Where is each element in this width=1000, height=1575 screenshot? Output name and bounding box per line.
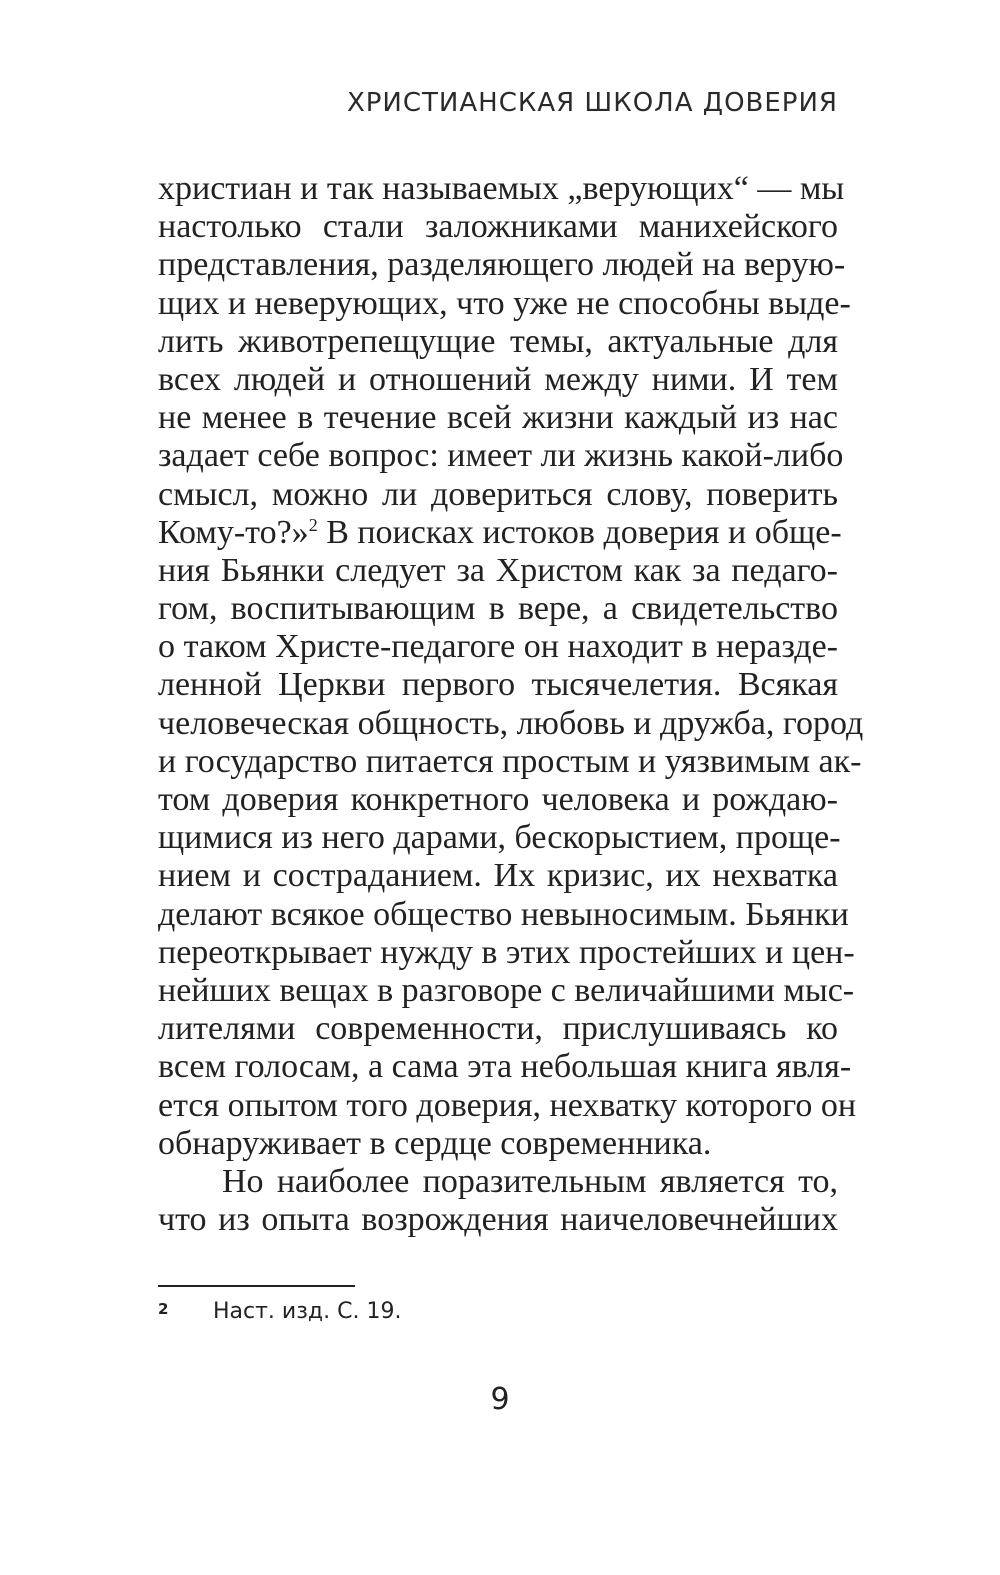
text-line: всем голосам, а сама эта небольшая книга явля- <box>158 1048 852 1086</box>
text-line: ния Бьянки следует за Христом как за педаго- <box>158 551 838 589</box>
text-line: не менее в течение всей жизни каждый из нас <box>158 399 838 437</box>
text-line: щимися из него дарами, бескорыстием, проще- <box>158 819 841 857</box>
text-line: Но наиболее поразительным является то, <box>222 1162 838 1200</box>
paragraph-end-line: обнаруживает в сердце современника. <box>158 1124 712 1162</box>
text-fragment: В поисках истоков доверия и обще- <box>317 513 842 551</box>
footnote <box>158 1299 401 1324</box>
text-line: что из опыта возрождения наичеловечнейших <box>158 1201 838 1239</box>
text-line: настолько стали заложниками манихейского <box>158 208 838 246</box>
text-line: том доверия конкретного человека и рождаю- <box>158 781 838 818</box>
text-fragment: Кому-то?» <box>158 513 309 551</box>
text-line: всех людей и отношений между ними. И тем <box>158 360 838 398</box>
running-head: ХРИСТИАНСКАЯ ШКОЛА ДОВЕРИЯ <box>346 88 838 118</box>
text-line: смысл, можно ли довериться слову, поверить <box>158 475 838 513</box>
text-line: нейших вещах в разговоре с величайшими мыс- <box>158 971 855 1009</box>
body-text <box>158 170 864 1239</box>
text-line: христиан и так называемых „верующих“ — мы <box>158 170 845 207</box>
footnote-text: Наст. изд. С. 19. <box>213 1299 402 1324</box>
text-line: и государство питается простым и уязвимым ак- <box>158 742 862 780</box>
text-line: щих и неверующих, что уже не способны выде- <box>158 284 851 322</box>
footnote-number: 2 <box>158 1300 169 1318</box>
text-line: ленной Церкви первого тысячелетия. Всякая <box>158 666 838 704</box>
footnote-divider <box>158 1285 355 1287</box>
footnote-reference: 2 <box>308 514 318 535</box>
text-line: представления, разделяющего людей на верую- <box>158 246 846 284</box>
text-line: гом, воспитывающим в вере, а свидетельство <box>158 590 838 628</box>
page-number: 9 <box>490 1382 510 1417</box>
text-line: переоткрывает нужду в этих простейших и цен- <box>158 933 855 971</box>
text-line: лителями современности, прислушиваясь ко <box>158 1010 838 1048</box>
text-line: задает себе вопрос: имеет ли жизнь какой-либо <box>158 437 844 475</box>
text-line: о таком Христе-педагоге он находит в неразде- <box>158 628 838 666</box>
text-line: ется опытом того доверия, нехватку которого он <box>158 1086 857 1124</box>
text-line-with-footnote-ref <box>158 513 842 552</box>
text-line: человеческая общность, любовь и дружба, город <box>158 704 864 742</box>
text-line: делают всякое общество невыносимым. Бьянки <box>158 895 849 933</box>
text-line: нием и состраданием. Их кризис, их нехватка <box>158 857 838 895</box>
text-line: лить животрепещущие темы, актуальные для <box>158 322 838 360</box>
